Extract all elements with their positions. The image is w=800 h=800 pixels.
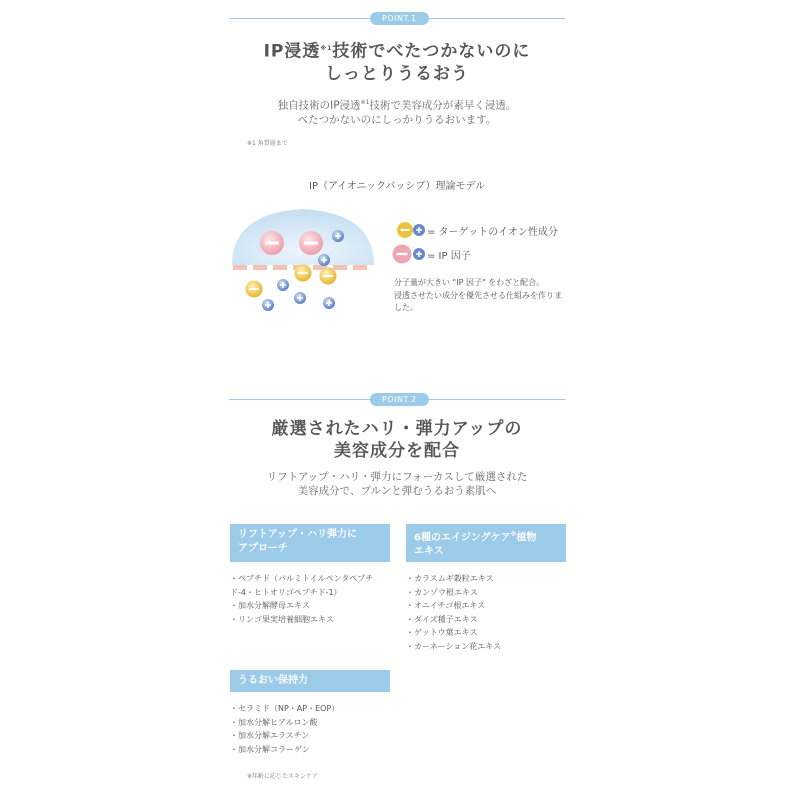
point2-footnote: ※年齢に応じたスキンケア [247, 773, 318, 780]
box-moisture-retention-list [230, 702, 400, 756]
box-lift-approach-title: リフトアップ・ハリ弾力に アプローチ [230, 524, 390, 562]
point2-lead: リフトアップ・ハリ・弾力にフォーカスして厳選された 美容成分で、プルンと弾むうるおう素肌へ [266, 471, 528, 497]
pink-blue-ion-icon [392, 244, 426, 264]
list-item: ・ペプチド（パルミトイルペンタペプチ [230, 574, 374, 583]
ip-theory-diagram [228, 205, 378, 320]
point1-footnote: ※1 角質層まで [247, 140, 288, 147]
box-moisture-retention-title: うるおい保持力 [230, 670, 390, 692]
list-item: ・リンゴ果実培養細胞エキス [230, 614, 334, 624]
box-botanical-extracts-list [406, 572, 566, 653]
list-item: ・ダイズ種子エキス [406, 614, 478, 624]
list-item: ・加水分解酵母エキス [230, 601, 310, 610]
box-botanical-extracts-title: 6種のエイジングケア※植物 エキス [406, 524, 566, 562]
legend-ip-factor: = IP 因子 [392, 244, 471, 264]
list-item: ・加水分解エラスチン [230, 731, 310, 740]
ip-factor-description: 分子量が大きい "IP 因子" をわざと配合。 浸透させたい成分を優先させる仕組みを作りま した。 [394, 278, 562, 312]
point2-badge: POINT.2 [370, 393, 429, 406]
legend-target-ion: = ターゲットのイオン性成分 [396, 221, 558, 239]
list-item: ・カーネーション花エキス [406, 641, 502, 651]
list-item: ・セラミド（NP・AP・EOP） [230, 704, 340, 713]
yellow-blue-ion-icon [396, 221, 426, 239]
list-item: ・カンゾウ根エキス [406, 587, 478, 597]
box-lift-approach-list [230, 572, 400, 626]
list-item: ・オニイチゴ根エキス [406, 601, 486, 610]
point2-heading: 厳選されたハリ・弾力アップの 美容成分を配合 [271, 419, 523, 461]
list-item: ・加水分解コラーゲン [230, 744, 310, 754]
point1-badge: POINT.1 [370, 12, 429, 25]
point1-lead: 独自技術のIP浸透$^{※1}$技術で美容成分が素早く浸透。 べたつかないのにしっかりうるおいます。 [277, 99, 517, 126]
diagram-title: IP（アイオニックパッシブ）理論モデル [309, 181, 485, 192]
list-item: ド-4・ヒトオリゴペプチド-1） [230, 587, 342, 597]
point1-heading: IP浸透$^{※1}$技術でべたつかないのに しっとりうるおう [263, 41, 531, 84]
list-item: ・加水分解ヒアルロン酸 [230, 717, 318, 727]
list-item: ・ゲットウ葉エキス [406, 628, 478, 637]
list-item: ・カラスムギ穀粒エキス [406, 574, 494, 583]
